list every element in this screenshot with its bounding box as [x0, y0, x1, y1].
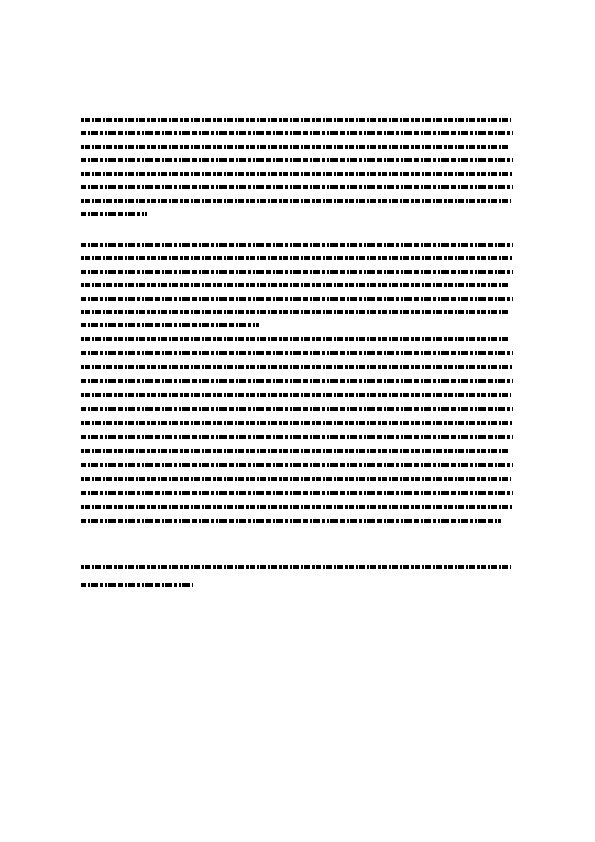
text-line: [81, 297, 513, 301]
text-line: [81, 256, 512, 260]
text-line: [81, 407, 513, 411]
text-line: [81, 172, 512, 176]
text-line: [81, 463, 513, 467]
text-line: [81, 158, 513, 162]
text-line: [81, 379, 513, 383]
text-line: [81, 477, 511, 481]
text-line: [81, 118, 511, 122]
text-line: [81, 323, 259, 327]
text-line: [81, 131, 513, 135]
text-line: [81, 491, 513, 495]
text-line: [81, 145, 509, 149]
text-line: [81, 199, 511, 203]
text-line: [81, 505, 512, 509]
text-line: [81, 365, 512, 369]
text-line: [81, 270, 513, 274]
text-line: [81, 337, 509, 341]
text-line: [81, 565, 511, 569]
text-line: [81, 421, 512, 425]
text-line: [81, 212, 147, 216]
text-line: [81, 243, 513, 247]
text-line: [81, 351, 513, 355]
text-line: [81, 435, 513, 439]
text-line: [81, 185, 513, 189]
text-line: [81, 519, 501, 523]
text-line: [81, 583, 193, 587]
text-line: [81, 393, 511, 397]
text-line: [81, 310, 508, 314]
text-line: [81, 449, 510, 453]
text-line: [81, 283, 510, 287]
